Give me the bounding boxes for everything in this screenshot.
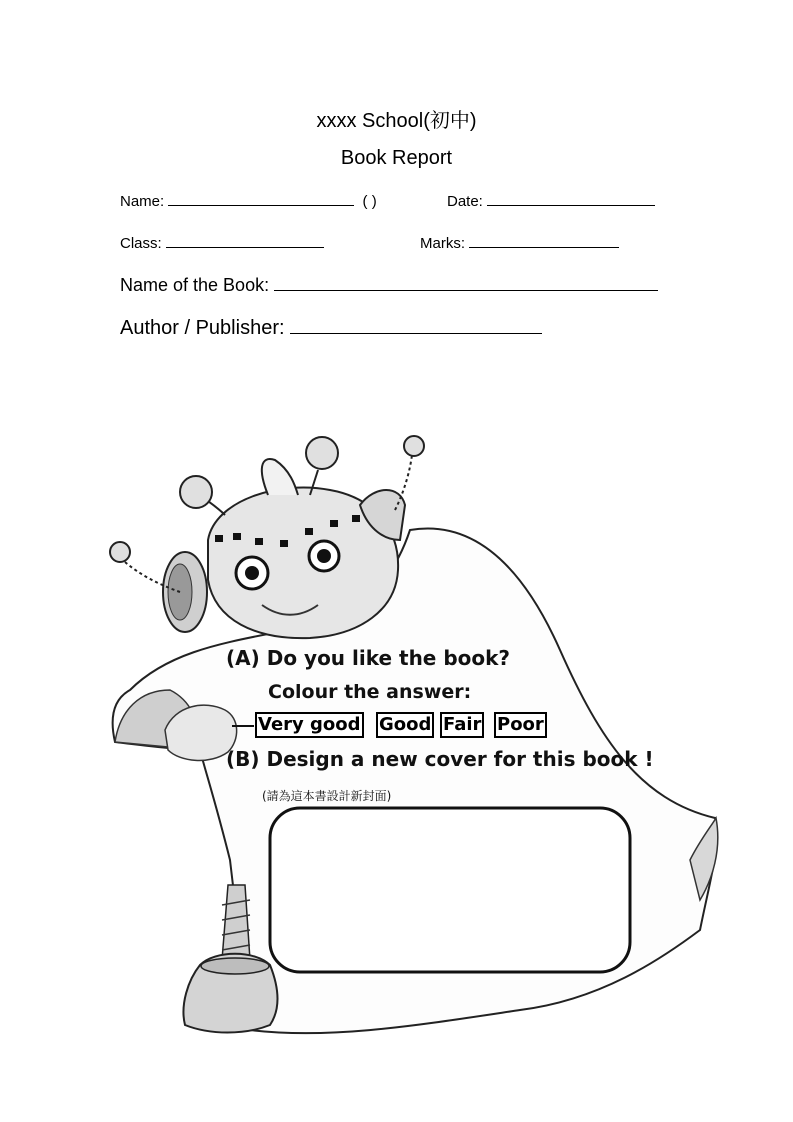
- cover-design-box[interactable]: [270, 808, 630, 972]
- question-b: (B) Design a new cover for this book !: [226, 747, 654, 771]
- question-a: (A) Do you like the book?: [226, 646, 511, 670]
- page-title: Book Report: [340, 147, 453, 169]
- option-fair[interactable]: Fair: [440, 712, 484, 738]
- option-very-good[interactable]: Very good: [255, 712, 364, 738]
- book-name-label: Name of the Book:: [120, 275, 270, 295]
- chinese-note: (請為這本書設計新封面): [262, 789, 392, 803]
- name-label: Name:: [120, 193, 165, 210]
- class-label: Class:: [120, 235, 162, 252]
- marks-label: Marks:: [420, 235, 465, 252]
- school-name: xxxx School(初中): [316, 110, 477, 132]
- option-poor[interactable]: Poor: [494, 712, 547, 738]
- colour-instruction: Colour the answer:: [268, 681, 472, 703]
- date-label: Date:: [447, 193, 483, 210]
- class-number-paren: ( ): [362, 193, 377, 210]
- option-good[interactable]: Good: [376, 712, 434, 738]
- author-label: Author / Publisher:: [120, 317, 285, 339]
